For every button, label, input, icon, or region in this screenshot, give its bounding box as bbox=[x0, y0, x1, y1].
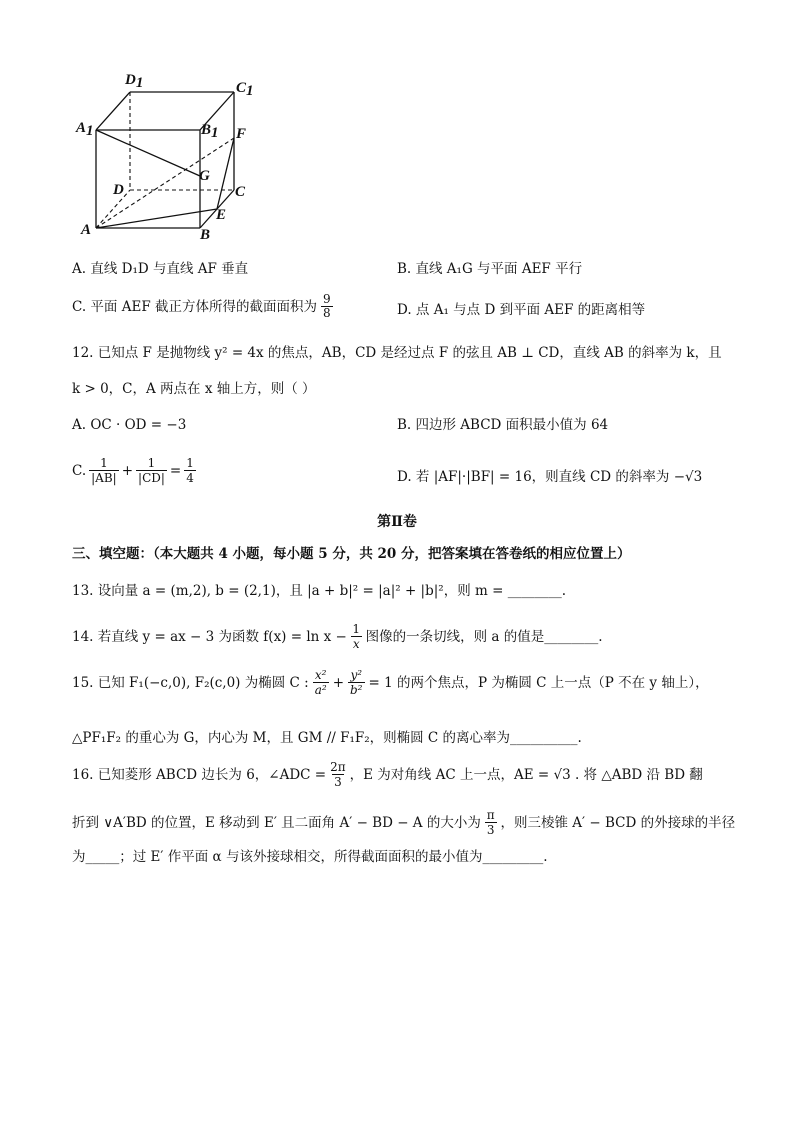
segment-e-f bbox=[217, 138, 234, 209]
section-title: 第Ⅱ卷 bbox=[377, 514, 417, 530]
fraction-1-cd: $\frac{1}{|CD|}$ bbox=[138, 456, 165, 485]
label-a: A bbox=[81, 222, 92, 238]
q12-line2: k > 0，C，A 两点在 x 轴上方，则（ ） bbox=[72, 381, 316, 397]
q15-line2: △PF₁F₂ 的重心为 G，内心为 M，且 GM // F₁F₂，则椭圆 C 的离心率为__________. bbox=[72, 730, 582, 746]
label-d1: D1 bbox=[125, 72, 144, 91]
label-b1: B1 bbox=[201, 122, 219, 141]
q12-line1: 12. 已知点 F 是抛物线 y² = 4x 的焦点，AB，CD 是经过点 F 的弦且 AB ⊥ CD，直线 AB 的斜率为 k，且 bbox=[72, 345, 722, 361]
q16-line2: 折到 ∨A′BD 的位置，E 移动到 E′ 且二面角 A′ − BD − A 的大小为 π 3 ，则三棱锥 A′ − BCD 的外接球的半径 bbox=[72, 808, 736, 837]
q16-line3: 为_____；过 E′ 作平面 α 与该外接球相交，所得截面面积的最小值为_________. bbox=[72, 849, 548, 865]
label-f: F bbox=[236, 126, 247, 142]
label-g: G bbox=[199, 168, 210, 184]
fraction-pi-3: π 3 bbox=[486, 808, 495, 837]
fraction-1-ab: 1 |AB| bbox=[91, 456, 117, 485]
q14-text: 14. 若直线 y = ax − 3 为函数 f(x) = ln x − $\frac{1}{x}$ 图像的一条切线，则 a 的值是________. bbox=[72, 622, 603, 651]
label-d: D bbox=[113, 182, 124, 198]
q11-option-d: D. 点 A₁ 与点 D 到平面 AEF 的距离相等 bbox=[397, 302, 646, 318]
cube-figure bbox=[70, 66, 270, 246]
section-heading: 三、填空题：（本大题共 4 小题，每小题 5 分，共 20 分，把答案填在答卷纸的相应位置上） bbox=[72, 546, 631, 562]
q11-option-b: B. 直线 A₁G 与平面 AEF 平行 bbox=[397, 261, 583, 277]
q12-option-a: A. OC · OD = −3 bbox=[72, 417, 187, 433]
fraction-2pi-3: $\frac{2\pi}{3}$ bbox=[330, 760, 346, 789]
segment-a1-g bbox=[96, 130, 200, 176]
label-c: C bbox=[235, 184, 246, 200]
fraction-1-4: $\frac{1}{4}$ bbox=[186, 456, 194, 485]
label-c1: C1 bbox=[236, 80, 254, 99]
q12-option-b: B. 四边形 ABCD 面积最小值为 64 bbox=[397, 417, 609, 433]
q16-line1: 16. 已知菱形 ABCD 边长为 6，∠ADC = $\frac{2\pi}{3}$ ，E 为对角线 AC 上一点，AE = √3 . 将 △ABD 沿 BD 翻 bbox=[72, 760, 703, 789]
fraction-x2-a2: x² a² bbox=[314, 668, 327, 697]
edge-a1-d1 bbox=[96, 92, 130, 130]
fraction-y2-b2: $\frac{\text{y²}}{\text{b²}}$ bbox=[350, 668, 363, 697]
q12-option-d: D. 若 |AF|·|BF| = 16，则直线 CD 的斜率为 −√3 bbox=[397, 469, 703, 485]
q11-option-c: C. 平面 AEF 截正方体所得的截面面积为 9 8 bbox=[72, 292, 331, 320]
q13-text: 13. 设向量 a = (m,2), b = (2,1)，且 |a + b|² = |a|² + |b|²，则 m = ________. bbox=[72, 583, 566, 599]
label-b: B bbox=[200, 227, 211, 243]
label-e: E bbox=[216, 207, 227, 223]
label-a1: A1 bbox=[76, 120, 94, 139]
fraction-9-8: 9 8 bbox=[322, 292, 331, 320]
q15-line1: 15. 已知 F₁(−c,0), F₂(c,0) 为椭圆 C : x² a² + $\frac{\text{y²}}{\text{b²}}$ = 1 的两个焦点，P 为椭圆 C 上一点（P 不在 y 轴上）， bbox=[72, 668, 709, 697]
segment-a-e bbox=[96, 209, 217, 228]
q11-option-a: A. 直线 D₁D 与直线 AF 垂直 bbox=[72, 261, 249, 277]
q12-option-c: C. 1 |AB| + $\frac{1}{|CD|}$ = $\frac{1}{4}$ bbox=[72, 456, 194, 485]
fraction-1-x: $\frac{1}{x}$ bbox=[352, 622, 361, 651]
